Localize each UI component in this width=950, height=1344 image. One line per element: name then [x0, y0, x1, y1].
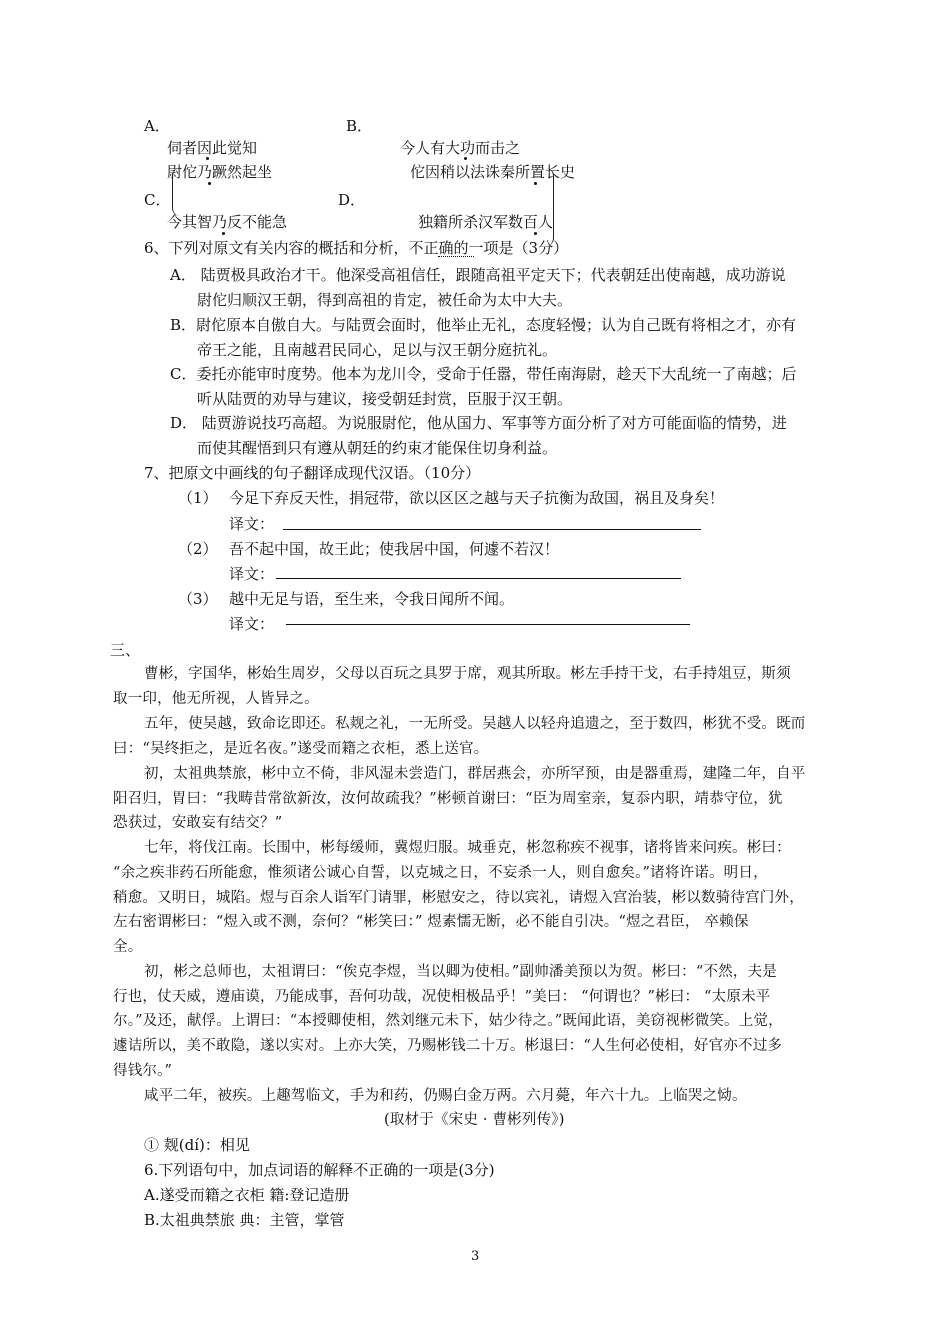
emphasis-dot	[534, 182, 537, 185]
q6b-stem: 6.下列语句中，加点词语的解释不正确的一项是(3分)	[144, 1161, 495, 1179]
q7-sentence3-number: （3）	[178, 590, 218, 608]
passage-para1-line2: 取一印，他无所视，人皆异之。	[113, 691, 319, 707]
left-brace	[172, 168, 181, 216]
q6-option-c-line1: C．委托亦能审时度势。他本为龙川令，受命于任嚣，带任南海尉，趁天下大乱统一了南越；后	[170, 365, 797, 383]
passage-para2-line1: 五年，使吴越，致命讫即还。私觌之礼，一无所受。吴越人以轻舟追遗之，至于数四，彬犹不受。既而	[144, 716, 806, 732]
passage-para5-line3: 尔。”及还，献俘。上谓曰：“本授卿使相，然刘继元未下，姑少待之。”既闻此语，美窃视彬微笑。上觉，	[113, 1013, 783, 1029]
q7-sentence2-number: （2）	[178, 540, 218, 558]
passage-para3-line1: 初，太祖典禁旅，彬中立不倚，非风湿未尝造门，群居燕会，亦所罕预，由是器重焉，建隆二年，自平	[144, 766, 806, 782]
emphasis-dot	[208, 182, 211, 185]
emphasis-dot	[464, 157, 467, 160]
q5-option-a-line2: 尉佗乃蹶然起坐	[167, 163, 273, 181]
q5-option-b-label: B．	[346, 117, 373, 135]
emphasis-dot	[206, 157, 209, 160]
passage-source: (取材于《宋史 · 曹彬列传》)	[384, 1112, 565, 1128]
passage-para5-line5: 得钱尔。”	[113, 1063, 173, 1079]
passage-para4-line3: 稍愈。又明日，城陷。煜与百余人诣军门请罪，彬慰安之，待以宾礼，请煜入宫治装，彬以数骑待宫门外，	[113, 890, 804, 906]
q6-option-d-line2: 而使其醒悟到只有遵从朝廷的约束才能保住切身利益。	[197, 439, 558, 457]
passage-para4-line5: 全。	[113, 939, 143, 955]
q7-translation-label-1: 译文：	[229, 515, 275, 533]
emphasis-dot	[534, 232, 537, 235]
passage-para1-line1: 曹彬，字国华，彬始生周岁，父母以百玩之具罗于席，观其所取。彬左手持干戈，右手持俎豆，斯须	[144, 666, 791, 682]
page-number: 3	[471, 1249, 480, 1264]
passage-para4-line2: “余之疾非药石所能愈，惟须诸公诚心自誓，以克城之日，不妄杀一人，则自愈矣。”诸将许诺。明日，	[113, 865, 768, 881]
q6-option-b-line1: B．尉佗原本自傲自大。与陆贾会面时，他举止无礼，态度轻慢；认为自己既有将相之才，亦有	[170, 316, 797, 334]
q6b-option-a: A.遂受而籍之衣柜 籍:登记造册	[144, 1186, 350, 1204]
passage-para5-line4: 遽诘所以，美不敢隐，遂以实对。上亦大笑，乃赐彬钱二十万。彬退曰：“人生何必使相，好官亦不过多	[113, 1038, 783, 1054]
q7-translation-label-2: 译文：	[229, 565, 275, 583]
emphasis-dot	[222, 232, 225, 235]
q7-stem: 7、把原文中画线的句子翻译成现代汉语。（10分）	[144, 464, 481, 482]
section-heading: 三、	[110, 641, 141, 659]
q5-option-b-line1: 今人有大功而击之	[400, 139, 521, 157]
footnote-1: ① 觌(dí)：相见	[144, 1136, 250, 1154]
q6-option-d-line1: D． 陆贾游说技巧高超。为说服尉佗，他从国力、军事等方面分析了对方可能面临的情势，进	[170, 414, 787, 432]
answer-line-2[interactable]	[276, 578, 681, 579]
right-brace	[545, 168, 554, 246]
q6-option-b-line2: 帝王之能，且南越君民同心，足以与汉王朝分庭抗礼。	[197, 341, 558, 359]
passage-para3-line3: 恐获过，安敢妄有结交？”	[113, 815, 283, 831]
q6-stem: 6、下列对原文有关内容的概括和分析，不正确的一项是（3分）	[144, 239, 569, 257]
q5-option-a-line1: 伺者因此觉知	[167, 139, 258, 157]
q5-option-c-label: C．	[144, 191, 171, 209]
passage-para4-line1: 七年，将伐江南。长围中，彬每缓师，冀煜归服。城垂克，彬忽称疾不视事，诸将皆来问疾。彬曰：	[144, 840, 791, 856]
q7-sentence2: 吾不起中国，故王此；使我居中国，何遽不若汉！	[229, 540, 560, 558]
q7-sentence1: 今足下弃反天性，捐冠带，欲以区区之越与天子抗衡为敌国，祸且及身矣！	[229, 489, 725, 507]
passage-para4-line4: 左右密谓彬曰：“煜入或不测，奈何？“彬笑曰：” 煜素懦无断，必不能自引决。“煜之君臣， 卒赖保	[113, 914, 749, 930]
passage-para6: 咸平二年，被疾。上趣驾临文，手为和药，仍赐白金万两。六月薨，年六十九。上临哭之恸。	[144, 1088, 747, 1104]
q6b-option-b: B.太祖典禁旅 典：主管，掌管	[144, 1211, 345, 1229]
q7-sentence3: 越中无足与语，至生来，令我日闻所不闻。	[229, 590, 515, 608]
q6-option-c-line2: 听从陆贾的劝导与建议，接受朝廷封赏，臣服于汉王朝。	[197, 390, 573, 408]
passage-para5-line2: 行也，仗天威，遵庙谟，乃能成事，吾何功哉，况使相极品乎！”美曰： “何谓也？”彬曰： “太原未平	[113, 989, 771, 1005]
q5-option-d-line1: 独籍所杀汉军数百人	[418, 213, 554, 231]
q7-translation-label-3: 译文：	[229, 615, 275, 633]
q5-option-d-label: D．	[338, 191, 366, 209]
passage-para2-line2: 曰：“吴终拒之，是近名夜。”遂受而籍之衣柜，悉上送官。	[113, 741, 489, 757]
q7-sentence1-number: （1）	[178, 489, 218, 507]
q6-option-a-line1: A． 陆贾极具政治才干。他深受高祖信任，跟随高祖平定天下；代表朝廷出使南越，成功游说	[170, 266, 786, 284]
emphasis-dots	[438, 256, 474, 257]
passage-para3-line2: 阳召归，胃曰：“我畴昔常欲新汝，汝何故疏我？”彬顿首谢曰：“臣为周室亲，复忝内职，靖恭守位，犹	[113, 791, 783, 807]
q5-option-c-line1: 今其智乃反不能急	[167, 213, 288, 231]
q5-option-a-label: A．	[144, 117, 170, 135]
answer-line-3[interactable]	[286, 624, 690, 625]
q5-option-b-line2: 佗因稍以法诛秦所置长史	[410, 163, 576, 181]
q6-option-a-line2: 尉佗归顺汉王朝，得到高祖的肯定，被任命为太中大夫。	[197, 291, 573, 309]
passage-para5-line1: 初，彬之总师也，太祖谓曰：“俟克李煜，当以卿为使相。”副帅潘美预以为贺。彬曰：“不然，夫是	[144, 964, 777, 980]
answer-line-1[interactable]	[283, 529, 701, 530]
